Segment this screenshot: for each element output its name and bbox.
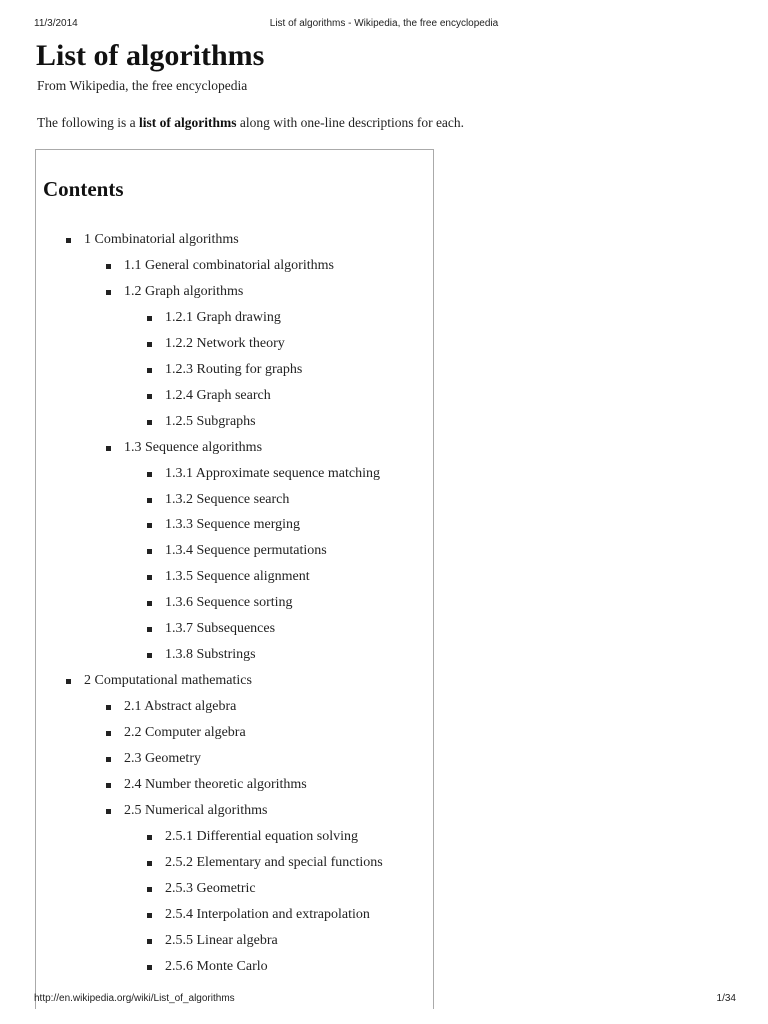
square-bullet-icon [147, 498, 152, 503]
page-subtitle: From Wikipedia, the free encyclopedia [37, 78, 248, 93]
toc-item[interactable] [84, 672, 252, 690]
square-bullet-icon [106, 731, 111, 736]
square-bullet-icon [106, 264, 111, 269]
footer-url: http://en.wikipedia.org/wiki/List_of_algorithms [34, 993, 235, 1004]
square-bullet-icon [147, 523, 152, 528]
square-bullet-icon [147, 965, 152, 970]
toc-item[interactable] [165, 309, 281, 327]
square-bullet-icon [147, 368, 152, 373]
toc-item-label[interactable]: 1.3.1 Approximate sequence matching [165, 465, 380, 481]
toc-item[interactable] [165, 880, 256, 898]
toc-item[interactable] [165, 958, 268, 976]
toc-item[interactable] [124, 724, 246, 742]
toc-item[interactable] [165, 906, 370, 924]
square-bullet-icon [147, 316, 152, 321]
square-bullet-icon [66, 679, 71, 684]
toc-item-label[interactable]: 2 Computational mathematics [84, 673, 252, 689]
square-bullet-icon [147, 549, 152, 554]
square-bullet-icon [147, 394, 152, 399]
square-bullet-icon [147, 939, 152, 944]
toc-item-label[interactable]: 2.1 Abstract algebra [124, 699, 237, 715]
toc-item-label[interactable]: 1.3.6 Sequence sorting [165, 595, 293, 611]
print-footer [0, 993, 768, 1007]
square-bullet-icon [147, 835, 152, 840]
square-bullet-icon [106, 809, 111, 814]
square-bullet-icon [147, 913, 152, 918]
toc-item[interactable] [124, 802, 267, 820]
toc-item[interactable] [165, 828, 358, 846]
toc-item[interactable] [124, 283, 243, 301]
toc-item[interactable] [165, 568, 310, 586]
toc-item[interactable] [165, 361, 302, 379]
square-bullet-icon [66, 238, 71, 243]
intro-text-after: along with one-line descriptions for each. [236, 115, 465, 130]
toc-item[interactable] [124, 776, 307, 794]
toc-item-label[interactable]: 1.2.5 Subgraphs [165, 413, 256, 429]
print-date: 11/3/2014 [34, 18, 78, 29]
toc-item-label[interactable]: 1.3 Sequence algorithms [124, 439, 263, 455]
square-bullet-icon [147, 601, 152, 606]
table-of-contents [35, 149, 434, 1009]
toc-item[interactable] [165, 594, 293, 612]
toc-item-label[interactable]: 2.5.6 Monte Carlo [165, 958, 268, 974]
print-header [0, 18, 768, 32]
toc-item[interactable] [165, 387, 271, 405]
toc-item[interactable] [165, 465, 380, 483]
toc-item-label[interactable]: 1.2.3 Routing for graphs [165, 361, 303, 377]
square-bullet-icon [106, 783, 111, 788]
intro-bold-term: list of algorithms [138, 115, 237, 130]
toc-item-label[interactable]: 1.2 Graph algorithms [124, 283, 244, 299]
square-bullet-icon [147, 342, 152, 347]
toc-title: Contents [43, 177, 124, 201]
print-title: List of algorithms - Wikipedia, the free encyclopedia [269, 18, 499, 29]
square-bullet-icon [147, 627, 152, 632]
toc-item[interactable] [165, 646, 256, 664]
square-bullet-icon [147, 575, 152, 580]
toc-item[interactable] [165, 413, 256, 431]
toc-item[interactable] [165, 335, 285, 353]
square-bullet-icon [147, 420, 152, 425]
square-bullet-icon [147, 472, 152, 477]
toc-item-label[interactable]: 1 Combinatorial algorithms [84, 232, 239, 247]
toc-item[interactable] [84, 231, 239, 249]
toc-item[interactable] [165, 491, 289, 509]
toc-item-label[interactable]: 2.2 Computer algebra [124, 725, 246, 741]
toc-item-label[interactable]: 2.3 Geometry [124, 751, 201, 766]
toc-item-label[interactable]: 2.5.4 Interpolation and extrapolation [165, 906, 370, 922]
toc-item-label[interactable]: 1.2.2 Network theory [165, 335, 285, 351]
square-bullet-icon [147, 861, 152, 866]
footer-page-number: 1/34 [716, 993, 736, 1004]
toc-item[interactable] [165, 932, 278, 950]
toc-item[interactable] [165, 854, 383, 872]
toc-item-label[interactable]: 1.3.2 Sequence search [165, 491, 290, 507]
toc-item[interactable] [165, 516, 300, 534]
toc-item-label[interactable]: 2.4 Number theoretic algorithms [124, 776, 307, 792]
square-bullet-icon [147, 887, 152, 892]
square-bullet-icon [106, 446, 111, 451]
square-bullet-icon [106, 705, 111, 710]
toc-item-label[interactable]: 1.3.4 Sequence permutations [165, 543, 327, 559]
page-title: List of algorithms [36, 39, 265, 72]
toc-item-label[interactable]: 1.2.4 Graph search [165, 387, 271, 403]
toc-item-label[interactable]: 2.5 Numerical algorithms [124, 802, 268, 818]
toc-item-label[interactable]: 1.3.3 Sequence merging [165, 517, 301, 533]
toc-item-label[interactable]: 1.1 General combinatorial algorithms [124, 257, 334, 273]
toc-item-label[interactable]: 2.5.2 Elementary and special functions [165, 854, 383, 870]
square-bullet-icon [106, 757, 111, 762]
toc-item[interactable] [124, 257, 334, 275]
toc-item-label[interactable]: 1.3.5 Sequence alignment [165, 569, 310, 585]
toc-item-label[interactable]: 1.3.8 Substrings [165, 647, 256, 663]
toc-item[interactable] [124, 698, 236, 716]
toc-item[interactable] [165, 620, 275, 638]
toc-item-label[interactable]: 2.5.3 Geometric [165, 880, 256, 896]
toc-item-label[interactable]: 2.5.5 Linear algebra [165, 932, 278, 948]
square-bullet-icon [106, 290, 111, 295]
intro-paragraph [37, 115, 464, 131]
toc-item-label[interactable]: 1.3.7 Subsequences [165, 621, 276, 637]
intro-text-before: The following is a [37, 115, 139, 130]
toc-item-label[interactable]: 2.5.1 Differential equation solving [165, 828, 358, 844]
toc-item[interactable] [124, 750, 201, 768]
square-bullet-icon [147, 653, 152, 658]
toc-item-label[interactable]: 1.2.1 Graph drawing [165, 309, 281, 325]
toc-item[interactable] [165, 542, 327, 560]
toc-item[interactable] [124, 439, 262, 457]
